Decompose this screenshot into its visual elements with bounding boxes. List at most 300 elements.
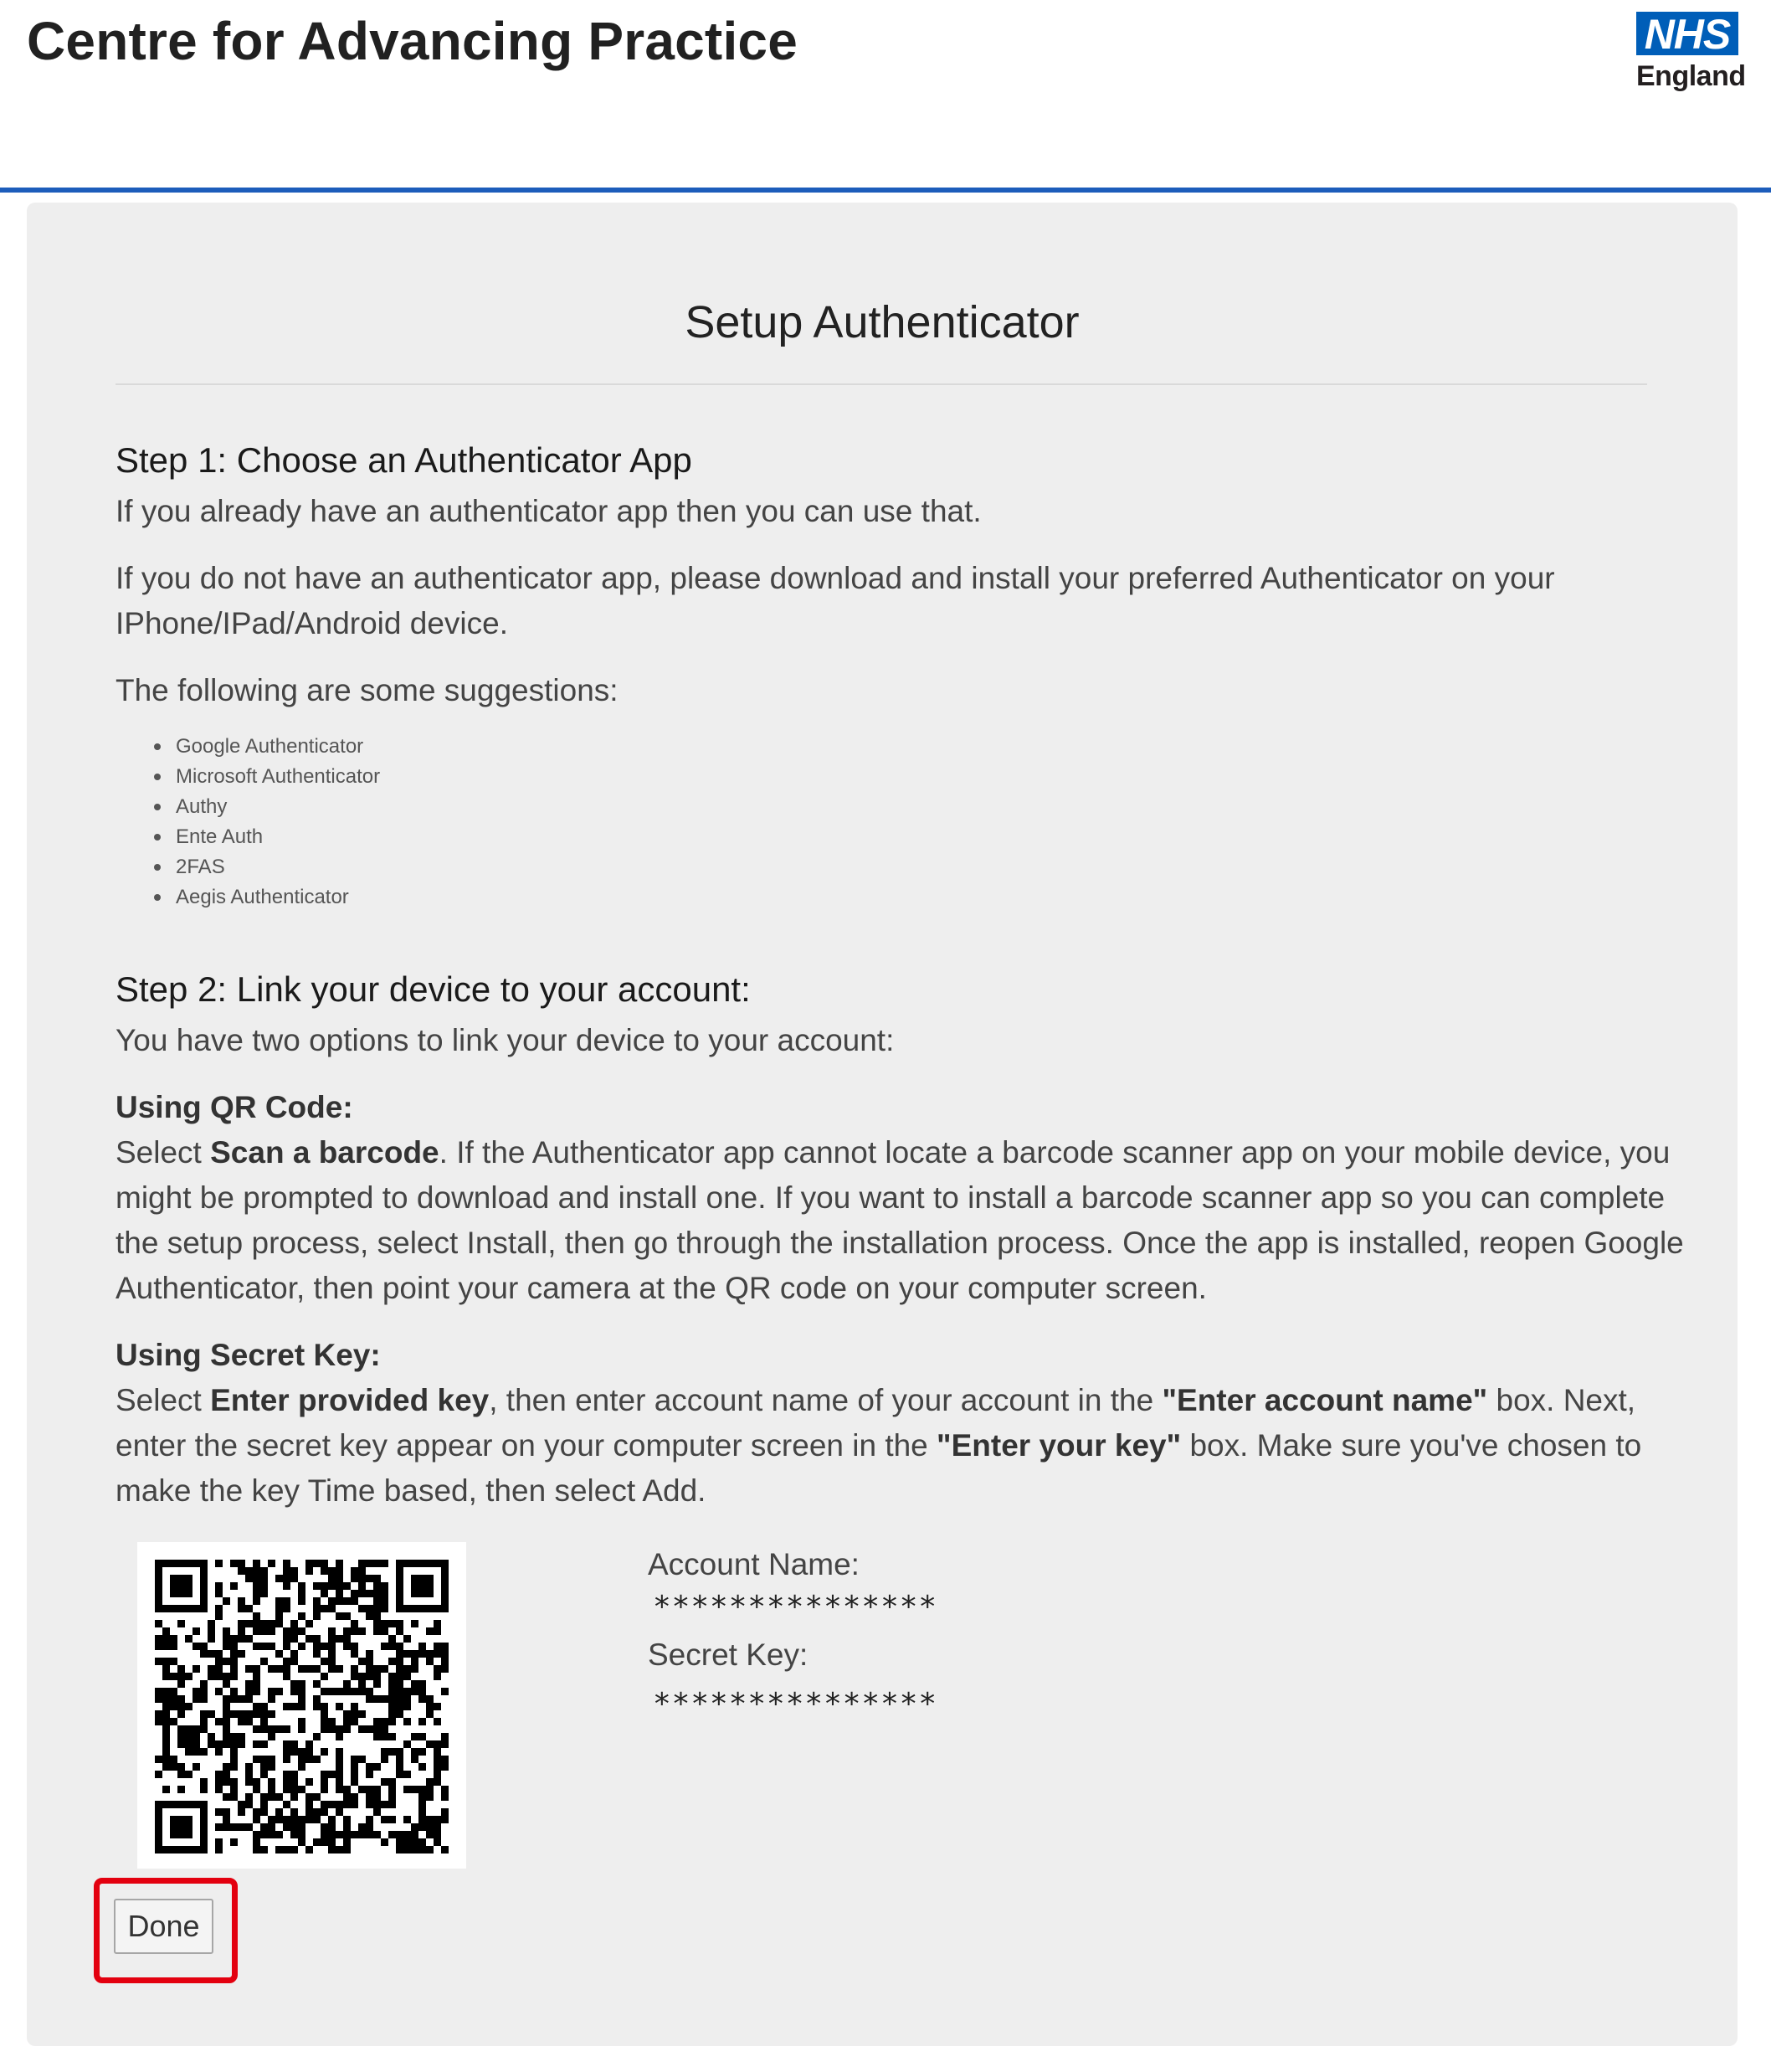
qr-text-pre: Select [116,1135,211,1170]
qr-module [351,1688,358,1695]
qr-module [336,1560,343,1567]
qr-module [268,1695,275,1703]
qr-module [260,1801,268,1808]
qr-module [177,1695,185,1703]
qr-module [238,1823,245,1831]
qr-code-instructions [116,1130,1689,1311]
qr-module [268,1823,275,1831]
qr-module [328,1650,336,1658]
qr-module [283,1771,290,1778]
qr-module [223,1643,230,1650]
qr-module [208,1650,215,1658]
qr-module [155,1688,162,1695]
qr-module [238,1605,245,1612]
qr-module [200,1778,208,1786]
qr-module [328,1597,336,1605]
qr-module [200,1710,208,1718]
qr-module [238,1718,245,1725]
qr-module [283,1756,290,1763]
qr-module [434,1650,441,1658]
qr-module [396,1710,403,1718]
qr-module [162,1710,170,1718]
qr-module [358,1658,366,1665]
qr-module [418,1748,426,1756]
qr-module [328,1635,336,1643]
step1-section [116,440,1689,913]
qr-module [305,1816,313,1823]
qr-module [343,1793,351,1801]
qr-module [253,1620,260,1627]
qr-module [155,1771,162,1778]
secret-key-label: Secret Key: [648,1638,808,1672]
qr-module [336,1567,343,1575]
qr-module [373,1575,381,1582]
qr-module [305,1808,313,1816]
qr-module [388,1816,396,1823]
qr-module [253,1808,260,1816]
qr-module [328,1831,336,1838]
qr-module [170,1673,177,1680]
qr-module [162,1748,170,1756]
qr-module [155,1620,162,1627]
qr-module [411,1838,418,1846]
qr-module [230,1560,238,1567]
qr-module [343,1710,351,1718]
nhs-logo-mark: NHS [1636,12,1738,55]
qr-module [253,1846,260,1853]
qr-module [336,1756,343,1763]
qr-module [290,1831,298,1838]
qr-module [403,1740,411,1748]
qr-module [223,1763,230,1771]
qr-module [275,1665,283,1673]
qr-module [336,1665,343,1673]
qr-module [275,1793,283,1801]
qr-module [403,1703,411,1710]
qr-module [200,1688,208,1695]
qr-module [215,1838,223,1846]
qr-module [268,1688,275,1695]
qr-module [260,1590,268,1597]
qr-module [177,1673,185,1680]
qr-module [162,1695,170,1703]
qr-module [290,1771,298,1778]
qr-module [223,1771,230,1778]
qr-module [177,1763,185,1771]
qr-module [321,1703,328,1710]
qr-module [441,1808,449,1816]
qr-module [434,1816,441,1823]
qr-module [260,1740,268,1748]
qr-module [403,1831,411,1838]
qr-module [388,1643,396,1650]
qr-module [298,1590,305,1597]
qr-module [200,1718,208,1725]
qr-module [177,1620,185,1627]
qr-module [290,1688,298,1695]
qr-module [396,1748,403,1756]
qr-module [388,1793,396,1801]
qr-module [366,1590,373,1597]
qr-module [155,1695,162,1703]
qr-module [298,1680,305,1688]
qr-module [418,1718,426,1725]
qr-module [434,1673,441,1680]
qr-module [268,1620,275,1627]
qr-module [396,1673,403,1680]
qr-module [275,1612,283,1620]
qr-module [373,1733,381,1740]
qr-module [283,1725,290,1733]
qr-module [215,1650,223,1658]
qr-module [283,1673,290,1680]
qr-module [351,1627,358,1635]
qr-module [313,1808,321,1816]
qr-module [275,1620,283,1627]
qr-module [260,1823,268,1831]
qr-module [313,1665,321,1673]
qr-module [336,1831,343,1838]
qr-module [434,1838,441,1846]
qr-module [290,1635,298,1643]
qr-module [366,1725,373,1733]
qr-module [434,1643,441,1650]
qr-module [260,1808,268,1816]
qr-module [396,1650,403,1658]
qr-module [305,1793,313,1801]
qr-module [215,1823,223,1831]
qr-module [343,1582,351,1590]
qr-module [155,1635,162,1643]
qr-module [358,1673,366,1680]
qr-module [321,1605,328,1612]
qr-module [336,1703,343,1710]
qr-module [411,1756,418,1763]
qr-module [351,1597,358,1605]
qr-module [434,1831,441,1838]
qr-module [268,1733,275,1740]
qr-module [230,1665,238,1673]
qr-module [155,1718,162,1725]
qr-module [298,1627,305,1635]
qr-module [260,1658,268,1665]
qr-module [366,1673,373,1680]
done-button[interactable]: Done [114,1899,213,1954]
qr-module [230,1695,238,1703]
qr-module [223,1680,230,1688]
qr-module [215,1718,223,1725]
qr-module [253,1575,260,1582]
qr-module [426,1627,434,1635]
qr-module [223,1627,230,1635]
qr-module [238,1650,245,1658]
qr-module [208,1620,215,1627]
qr-module [215,1658,223,1665]
qr-module [351,1718,358,1725]
qr-module [434,1771,441,1778]
qr-module [298,1695,305,1703]
qr-module [358,1590,366,1597]
qr-module [373,1597,381,1605]
qr-module [388,1635,396,1643]
qr-module [170,1695,177,1703]
qr-module [200,1680,208,1688]
qr-module [162,1673,170,1680]
qr-module [328,1627,336,1635]
qr-module [290,1575,298,1582]
qr-module [313,1643,321,1650]
qr-module [418,1650,426,1658]
qr-module [170,1756,177,1763]
step1-paragraph-2: If you do not have an authenticator app, please download and install your preferred Authenticator on your IPhone/IPad/Android device. [116,561,1555,640]
qr-module [305,1801,313,1808]
qr-module [396,1846,403,1853]
qr-module [192,1643,200,1650]
qr-module [253,1778,260,1786]
qr-module [373,1582,381,1590]
qr-module [283,1846,290,1853]
qr-module [313,1612,321,1620]
qr-module [418,1838,426,1846]
qr-module [170,1688,177,1695]
qr-module [170,1816,192,1838]
qr-module [411,1665,418,1673]
qr-module [313,1582,321,1590]
qr-module [298,1688,305,1695]
qr-module [381,1560,388,1567]
qr-module [155,1643,162,1650]
qr-module [336,1575,343,1582]
qr-module [418,1793,426,1801]
qr-module [230,1710,238,1718]
qr-module [366,1771,373,1778]
qr-module [305,1665,313,1673]
qr-module [381,1582,388,1590]
qr-module [223,1733,230,1740]
qr-module [298,1703,305,1710]
qr-module [441,1643,449,1650]
qr-module [245,1620,253,1627]
qr-module [366,1658,373,1665]
qr-module [381,1816,388,1823]
qr-module [253,1838,260,1846]
qr-module [245,1635,253,1643]
qr-module [388,1680,396,1688]
qr-module [396,1756,403,1763]
qr-module [283,1816,290,1823]
qr-module [418,1801,426,1808]
qr-module [343,1688,351,1695]
qr-module [192,1748,200,1756]
qr-module [373,1695,381,1703]
qr-module [396,1831,403,1838]
qr-module [298,1786,305,1793]
nhs-england-logo[interactable] [1636,11,1746,93]
qr-module [283,1567,290,1575]
qr-module [177,1710,185,1718]
qr-module [238,1801,245,1808]
qr-module [373,1627,381,1635]
qr-module [373,1786,381,1793]
qr-module [418,1763,426,1771]
qr-module [230,1650,238,1658]
qr-module [245,1718,253,1725]
qr-module [268,1643,275,1650]
qr-module [343,1786,351,1793]
qr-module [245,1823,253,1831]
qr-module [313,1733,321,1740]
qr-module [223,1710,230,1718]
qr-module [336,1778,343,1786]
qr-module [403,1786,411,1793]
qr-module [298,1763,305,1771]
qr-module [223,1635,230,1643]
qr-module [223,1695,230,1703]
qr-module [290,1808,298,1816]
qr-module [268,1756,275,1763]
qr-module [336,1590,343,1597]
qr-module [373,1590,381,1597]
qr-module [366,1793,373,1801]
qr-module [441,1786,449,1793]
qr-module [388,1688,396,1695]
qr-module [260,1710,268,1718]
qr-module [328,1816,336,1823]
qr-module [321,1710,328,1718]
qr-module [253,1590,260,1597]
qr-module [200,1748,208,1756]
qr-module [373,1605,381,1612]
qr-module [298,1582,305,1590]
qr-module [230,1635,238,1643]
qr-module [260,1718,268,1725]
qr-module [321,1838,328,1846]
qr-module [426,1695,434,1703]
qr-module [441,1688,449,1695]
qr-module [253,1756,260,1763]
qr-module [373,1808,381,1816]
qr-code [137,1542,466,1869]
qr-module [434,1778,441,1786]
qr-module [200,1695,208,1703]
qr-module [283,1823,290,1831]
qr-module [411,1620,418,1627]
qr-module [441,1763,449,1771]
qr-module [275,1688,283,1695]
qr-module [366,1763,373,1771]
qr-module [162,1665,170,1673]
secret-text-4: box. Make sure you've chosen to make the key Time based, then select Add. [116,1428,1642,1508]
qr-module [185,1673,192,1680]
qr-module [434,1620,441,1627]
qr-module [283,1801,290,1808]
qr-module [411,1846,418,1853]
qr-module [441,1665,449,1673]
qr-module [403,1688,411,1695]
qr-module [313,1793,321,1801]
qr-module [388,1695,396,1703]
qr-module [351,1771,358,1778]
qr-module [260,1575,268,1582]
qr-module [215,1748,223,1756]
qr-module [238,1635,245,1643]
qr-module [403,1846,411,1853]
qr-module [358,1605,366,1612]
qr-module [336,1801,343,1808]
qr-module [418,1695,426,1703]
qr-module [418,1733,426,1740]
qr-module [321,1673,328,1680]
qr-module [290,1650,298,1658]
qr-module [313,1605,321,1612]
qr-module [366,1650,373,1658]
qr-module [245,1665,253,1673]
qr-module [418,1823,426,1831]
qr-module [381,1718,388,1725]
qr-module [403,1816,411,1823]
qr-module [403,1838,411,1846]
qr-module [321,1786,328,1793]
qr-module [238,1560,245,1567]
qr-module [321,1748,328,1756]
qr-module [230,1793,238,1801]
qr-module [351,1567,358,1575]
qr-module [328,1801,336,1808]
qr-module [283,1582,290,1590]
qr-module [351,1831,358,1838]
qr-module [283,1575,290,1582]
qr-module [381,1778,388,1786]
qr-module [328,1688,336,1695]
qr-module [321,1771,328,1778]
qr-module [441,1793,449,1801]
qr-module [230,1643,238,1650]
qr-module [358,1756,366,1763]
qr-module [434,1756,441,1763]
list-item: Aegis Authenticator [116,882,1689,913]
qr-module [260,1846,268,1853]
qr-module [298,1597,305,1605]
qr-module [200,1725,208,1733]
qr-module [388,1748,396,1756]
qr-module [336,1635,343,1643]
qr-module [223,1823,230,1831]
qr-module [208,1733,215,1740]
qr-module [298,1816,305,1823]
qr-module [208,1673,215,1680]
qr-module [321,1831,328,1838]
qr-module [268,1665,275,1673]
qr-module [411,1733,418,1740]
qr-module [238,1620,245,1627]
qr-module [260,1643,268,1650]
qr-module [388,1801,396,1808]
qr-module [328,1718,336,1725]
qr-module [223,1793,230,1801]
qr-module [177,1703,185,1710]
qr-module [253,1567,260,1575]
qr-module [223,1725,230,1733]
secret-text-2: , then enter account name of your account in the [489,1383,1163,1417]
qr-module [253,1710,260,1718]
qr-module [358,1627,366,1635]
qr-module [177,1740,185,1748]
qr-module [215,1665,223,1673]
qr-module [381,1627,388,1635]
qr-module [396,1688,403,1695]
qr-module [426,1740,434,1748]
qr-module [177,1680,185,1688]
